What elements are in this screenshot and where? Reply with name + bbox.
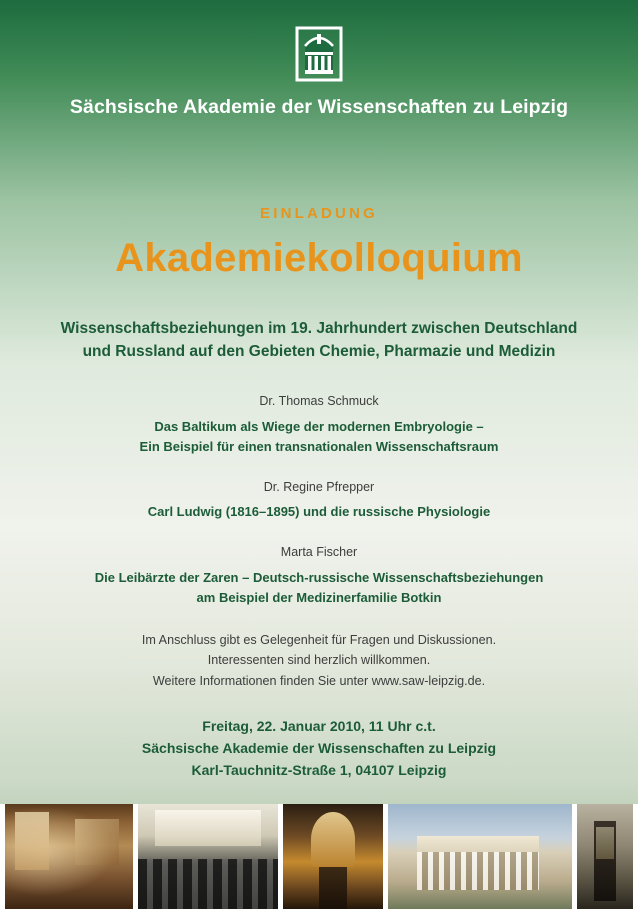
- colloquium-subtitle: [40, 318, 598, 363]
- academy-building-logo-icon: [295, 26, 343, 82]
- talk-title-line-2: am Beispiel der Medizinerfamilie Botkin: [196, 589, 442, 605]
- event-details: [40, 715, 598, 781]
- invitation-kicker: EINLADUNG: [260, 205, 378, 223]
- photo-academy-building: [388, 804, 572, 909]
- talk-item: [40, 479, 598, 522]
- talk-speaker: Dr. Thomas Schmuck: [259, 394, 379, 409]
- talk-title-line-1: Carl Ludwig (1816–1895) und die russische Physiologie: [147, 504, 491, 520]
- photo-historic-salon: [5, 804, 133, 909]
- academy-name: Sächsische Akademie der Wissenschaften zu Leipzig: [69, 96, 569, 118]
- closing-note: [40, 630, 598, 691]
- talk-item: [40, 393, 598, 457]
- note-line-2: Interessenten sind herzlich willkommen.: [207, 653, 431, 668]
- talk-item: [40, 544, 598, 608]
- note-line-1: Im Anschluss gibt es Gelegenheit für Fragen und Diskussionen.: [141, 632, 497, 647]
- poster-main: [0, 205, 638, 781]
- talk-title: [40, 502, 598, 522]
- talk-title-line-1: Die Leibärzte der Zaren – Deutsch-russische Wissenschaftsbeziehungen: [94, 569, 544, 585]
- subtitle-line-1: Wissenschaftsbeziehungen im 19. Jahrhundert zwischen Deutschland: [60, 320, 578, 338]
- poster-header: [0, 0, 638, 119]
- photo-strip: [0, 804, 638, 909]
- talk-title: [40, 417, 598, 457]
- photo-entrance-door: [577, 804, 633, 909]
- talk-title-line-2: Ein Beispiel für einen transnationalen Wissenschaftsraum: [139, 438, 499, 454]
- talk-title: [40, 568, 598, 608]
- event-address: Karl-Tauchnitz-Straße 1, 04107 Leipzig: [191, 762, 447, 779]
- subtitle-line-2: und Russland auf den Gebieten Chemie, Pharmazie und Medizin: [82, 342, 556, 360]
- note-line-3: Weitere Informationen finden Sie unter www.saw-leipzig.de.: [152, 673, 486, 688]
- page-title: Akademiekolloquium: [115, 236, 523, 281]
- photo-organ-hall: [283, 804, 383, 909]
- talk-speaker: Dr. Regine Pfrepper: [263, 479, 375, 494]
- talk-title-line-1: Das Baltikum als Wiege der modernen Embryologie –: [154, 418, 484, 434]
- event-venue: Sächsische Akademie der Wissenschaften zu Leipzig: [141, 740, 497, 757]
- event-datetime: Freitag, 22. Januar 2010, 11 Uhr c.t.: [202, 717, 436, 734]
- photo-lecture-hall: [138, 804, 278, 909]
- talk-speaker: Marta Fischer: [280, 545, 358, 560]
- talk-list: [40, 393, 598, 607]
